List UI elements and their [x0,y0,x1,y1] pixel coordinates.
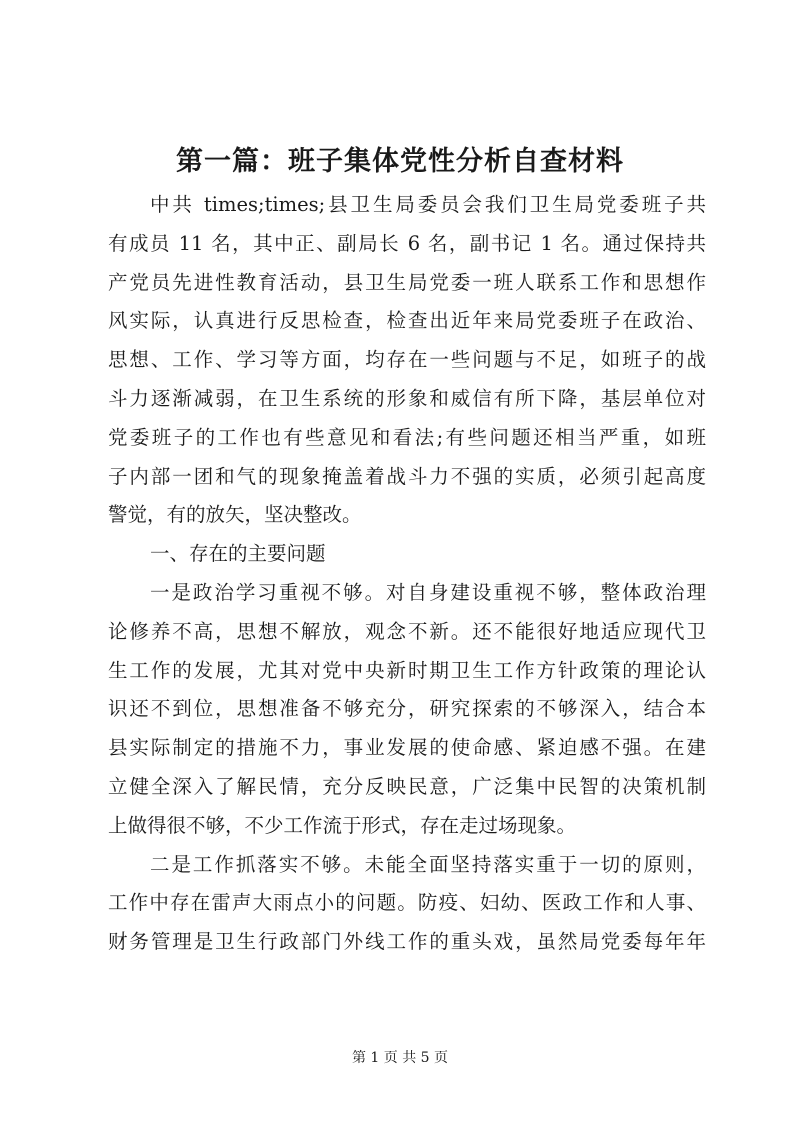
text-line: 有成员 11 名，其中正、副局长 6 名，副书记 1 名。通过保持共 [108,231,706,255]
text-line: 斗力逐渐减弱，在卫生系统的形象和威信有所下降，基层单位对 [108,386,706,410]
text-line: 识还不到位，思想准备不够充分，研究探索的不够深入，结合本 [108,697,706,721]
document-body [108,186,706,962]
text-line: 二是工作抓落实不够。未能全面坚持落实重于一切的原则， [150,852,706,876]
section-heading: 一、存在的主要问题 [150,542,326,566]
text-line: 党委班子的工作也有些意见和看法;有些问题还相当严重，如班 [108,425,706,449]
text-line: 一是政治学习重视不够。对自身建设重视不够，整体政治理 [150,580,706,604]
text-line: 思想、工作、学习等方面，均存在一些问题与不足，如班子的战 [108,348,706,372]
page-footer: 第 1 页 共 5 页 [351,1050,449,1066]
text-line: 论修养不高，思想不解放，观念不新。还不能很好地适应现代卫 [108,619,706,643]
text-line: 工作中存在雷声大雨点小的问题。防疫、妇幼、医政工作和人事、 [108,891,706,915]
text-line: 产党员先进性教育活动，县卫生局党委一班人联系工作和思想作 [108,270,706,294]
document-title: 第一篇：班子集体党性分析自查材料 [176,146,624,177]
text-line: 立健全深入了解民情，充分反映民意，广泛集中民智的决策机制 [108,774,706,798]
text-line: 上做得很不够，不少工作流于形式，存在走过场现象。 [108,813,577,837]
text-line: 风实际，认真进行反思检查，检查出近年来局党委班子在政治、 [108,309,706,333]
text-line: 财务管理是卫生行政部门外线工作的重头戏，虽然局党委每年年 [108,930,706,954]
text-line: 子内部一团和气的现象掩盖着战斗力不强的实质，必须引起高度 [108,464,706,488]
text-line: 警觉，有的放矢，坚决整改。 [108,503,362,527]
text-line: 中共 times;times;县卫生局委员会我们卫生局党委班子共 [150,193,706,216]
text-line: 县实际制定的措施不力，事业发展的使命感、紧迫感不强。在建 [108,736,706,760]
text-line: 生工作的发展，尤其对党中央新时期卫生工作方针政策的理论认 [108,658,706,682]
